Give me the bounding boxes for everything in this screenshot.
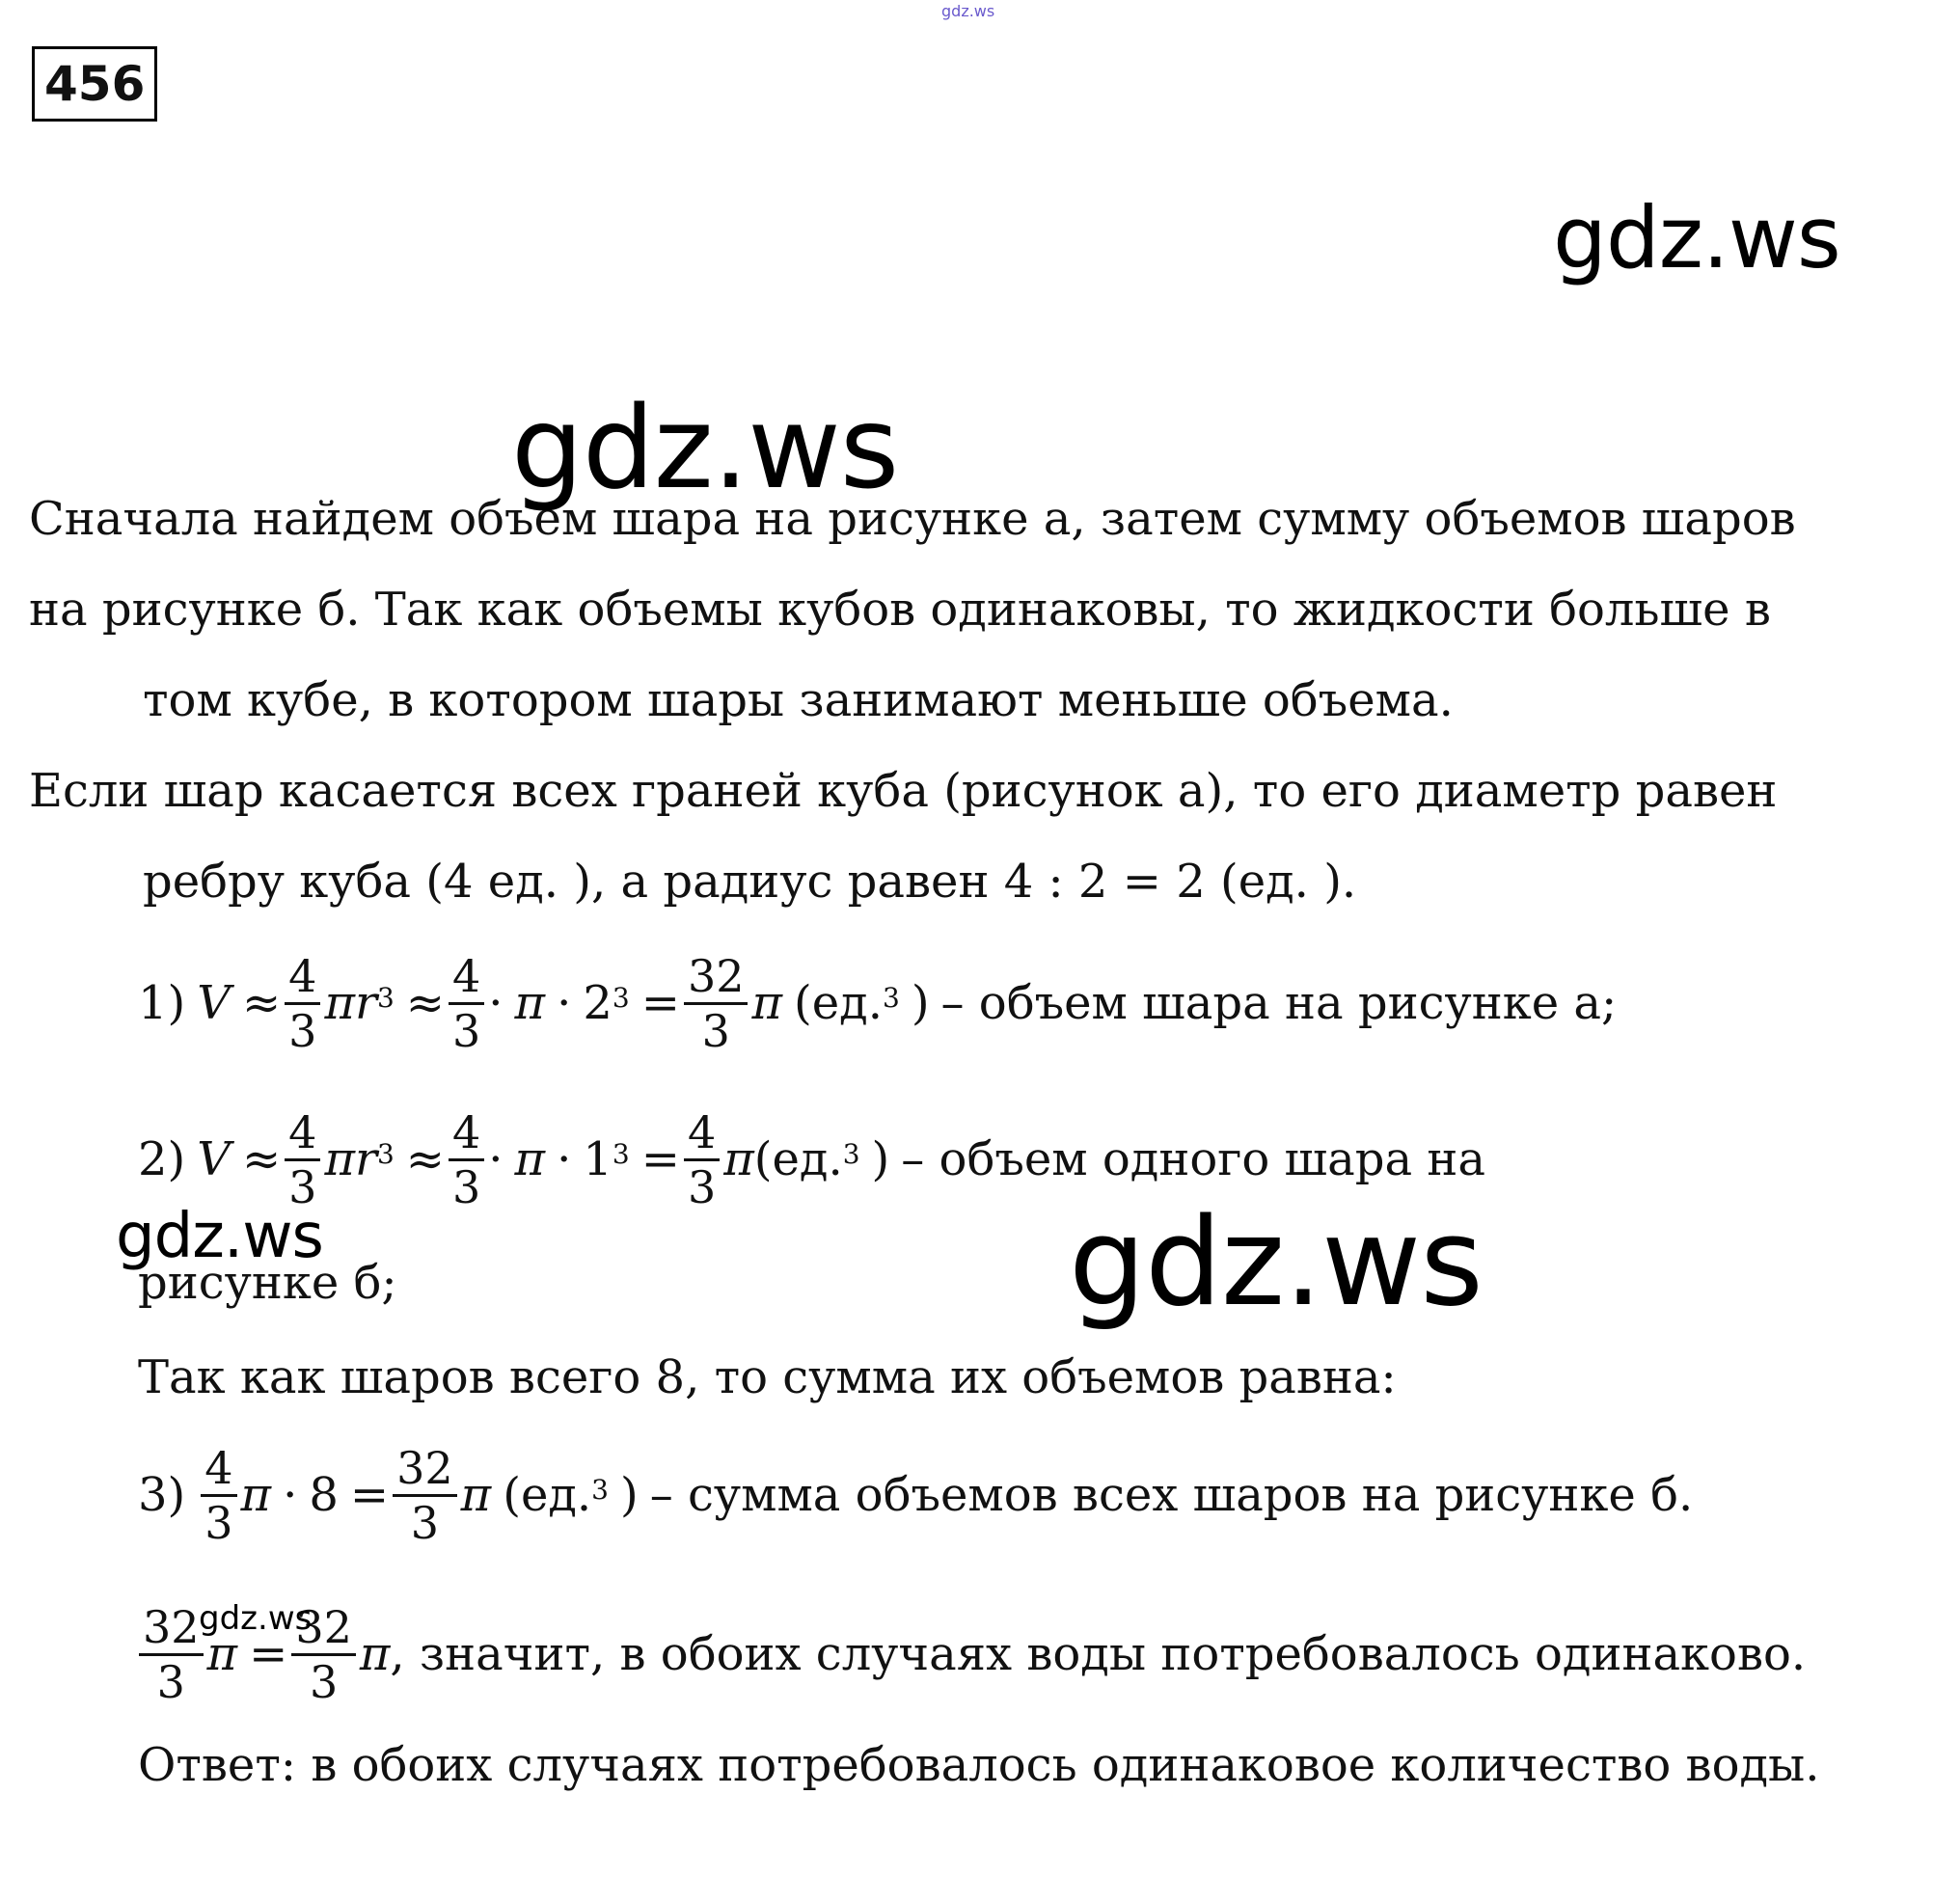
eq-label: 3) bbox=[138, 1468, 186, 1522]
equals-sign: = bbox=[349, 1468, 390, 1522]
exponent: 3 bbox=[612, 1137, 630, 1170]
equation-tail: , значит, в обоих случаях воды потребовалось одинаково. bbox=[390, 1627, 1807, 1681]
watermark: gdz.ws bbox=[1069, 1191, 1483, 1333]
paragraph-line: Так как шаров всего 8, то сумма их объемов равна: bbox=[138, 1350, 1397, 1404]
approx-sign: ≈ bbox=[241, 1132, 282, 1186]
approx-sign: ≈ bbox=[405, 1132, 445, 1186]
dot-operator: · bbox=[488, 976, 504, 1030]
fraction-numerator: 32 bbox=[684, 954, 749, 1005]
volume-var: V bbox=[197, 1132, 231, 1186]
paragraph-line: ребру куба (4 ед. ), а радиус равен 4 : 2 = 2 (ед. ). bbox=[143, 855, 1357, 909]
exponent: 3 bbox=[376, 981, 395, 1014]
fraction bbox=[139, 1600, 204, 1708]
equals-sign: = bbox=[640, 1132, 680, 1186]
volume-var: V bbox=[197, 976, 231, 1030]
fraction-denominator: 3 bbox=[288, 1160, 317, 1213]
exponent: 3 bbox=[591, 1473, 609, 1506]
multiplier: 8 bbox=[309, 1468, 339, 1522]
watermark-small: gdz.ws bbox=[199, 1599, 313, 1638]
pi-symbol: π bbox=[723, 1132, 754, 1186]
pi-symbol: π bbox=[324, 976, 355, 1030]
paragraph-line: том кубе, в котором шары занимают меньше объема. bbox=[143, 673, 1454, 727]
pi-symbol: π bbox=[324, 1132, 355, 1186]
task-number-box: 456 bbox=[32, 46, 157, 122]
watermark: gdz.ws bbox=[116, 1201, 323, 1272]
base-value: 2 bbox=[583, 976, 613, 1030]
unit-open: (ед. bbox=[503, 1468, 592, 1522]
equation-4 bbox=[135, 1596, 1806, 1712]
fraction bbox=[201, 1441, 236, 1549]
dot-operator: · bbox=[557, 976, 572, 1030]
equation-tail: – сумма объемов всех шаров на рисунке б. bbox=[649, 1468, 1694, 1522]
fraction bbox=[684, 1105, 720, 1213]
exponent: 3 bbox=[882, 981, 900, 1014]
eq-label: 2) bbox=[138, 1132, 186, 1186]
equation-tail: – объем одного шара на bbox=[901, 1132, 1485, 1186]
fraction bbox=[285, 1105, 320, 1213]
fraction-numerator: 4 bbox=[449, 1110, 484, 1161]
watermark: gdz.ws bbox=[1553, 188, 1840, 287]
fraction bbox=[285, 949, 320, 1057]
fraction-denominator: 3 bbox=[309, 1655, 339, 1708]
unit-close: ) bbox=[911, 976, 930, 1030]
watermark-small: gdz.ws bbox=[941, 2, 995, 20]
paragraph-line: Если шар касается всех граней куба (рисунок а), то его диаметр равен bbox=[29, 764, 1778, 818]
eq-label: 1) bbox=[138, 976, 186, 1030]
fraction-numerator: 32 bbox=[393, 1446, 457, 1497]
exponent: 3 bbox=[842, 1137, 860, 1170]
dot-operator: · bbox=[557, 1132, 572, 1186]
pi-symbol: π bbox=[751, 976, 783, 1030]
base-value: 1 bbox=[583, 1132, 613, 1186]
paragraph-line: Сначала найдем объем шара на рисунке а, затем сумму объемов шаров bbox=[29, 492, 1796, 546]
watermark: gdz.ws bbox=[511, 381, 899, 514]
equation-3 bbox=[138, 1437, 1693, 1553]
equation-1 bbox=[138, 945, 1617, 1061]
equals-sign: = bbox=[249, 1627, 288, 1681]
fraction-numerator: 32 bbox=[291, 1605, 356, 1656]
paragraph-line: на рисунке б. Так как объемы кубов одинаковы, то жидкости больше в bbox=[29, 583, 1771, 637]
equation-tail: – объем шара на рисунке а; bbox=[940, 976, 1618, 1030]
unit-open: (ед. bbox=[753, 1132, 843, 1186]
approx-sign: ≈ bbox=[405, 976, 445, 1030]
fraction-denominator: 3 bbox=[451, 1004, 481, 1057]
unit-open: (ед. bbox=[794, 976, 883, 1030]
fraction-numerator: 32 bbox=[139, 1605, 204, 1656]
answer-line: Ответ: в обоих случаях потребовалось одинаковое количество воды. bbox=[138, 1738, 1820, 1792]
fraction-numerator: 4 bbox=[285, 954, 320, 1005]
fraction bbox=[684, 949, 749, 1057]
approx-sign: ≈ bbox=[241, 976, 282, 1030]
pi-symbol: π bbox=[460, 1468, 492, 1522]
radius-var: r bbox=[354, 1132, 377, 1186]
fraction-denominator: 3 bbox=[204, 1496, 233, 1549]
fraction bbox=[449, 949, 484, 1057]
pi-symbol: π bbox=[240, 1468, 272, 1522]
pi-symbol: π bbox=[514, 976, 546, 1030]
fraction-denominator: 3 bbox=[410, 1496, 440, 1549]
fraction-numerator: 4 bbox=[201, 1446, 236, 1497]
unit-close: ) bbox=[620, 1468, 639, 1522]
fraction bbox=[393, 1441, 457, 1549]
dot-operator: · bbox=[283, 1468, 298, 1522]
pi-symbol: π bbox=[514, 1132, 546, 1186]
fraction bbox=[449, 1105, 484, 1213]
unit-close: ) bbox=[871, 1132, 890, 1186]
pi-symbol: π bbox=[359, 1627, 391, 1681]
fraction-denominator: 3 bbox=[687, 1160, 717, 1213]
fraction-denominator: 3 bbox=[701, 1004, 730, 1057]
pi-symbol: π bbox=[206, 1627, 238, 1681]
radius-var: r bbox=[354, 976, 377, 1030]
fraction-denominator: 3 bbox=[288, 1004, 317, 1057]
fraction-numerator: 4 bbox=[449, 954, 484, 1005]
dot-operator: · bbox=[488, 1132, 504, 1186]
equals-sign: = bbox=[640, 976, 680, 1030]
exponent: 3 bbox=[376, 1137, 395, 1170]
fraction-numerator: 4 bbox=[684, 1110, 720, 1161]
paragraph-line: рисунке б; bbox=[138, 1256, 397, 1310]
fraction-numerator: 4 bbox=[285, 1110, 320, 1161]
fraction-denominator: 3 bbox=[156, 1655, 185, 1708]
fraction-denominator: 3 bbox=[451, 1160, 481, 1213]
exponent: 3 bbox=[612, 981, 630, 1014]
